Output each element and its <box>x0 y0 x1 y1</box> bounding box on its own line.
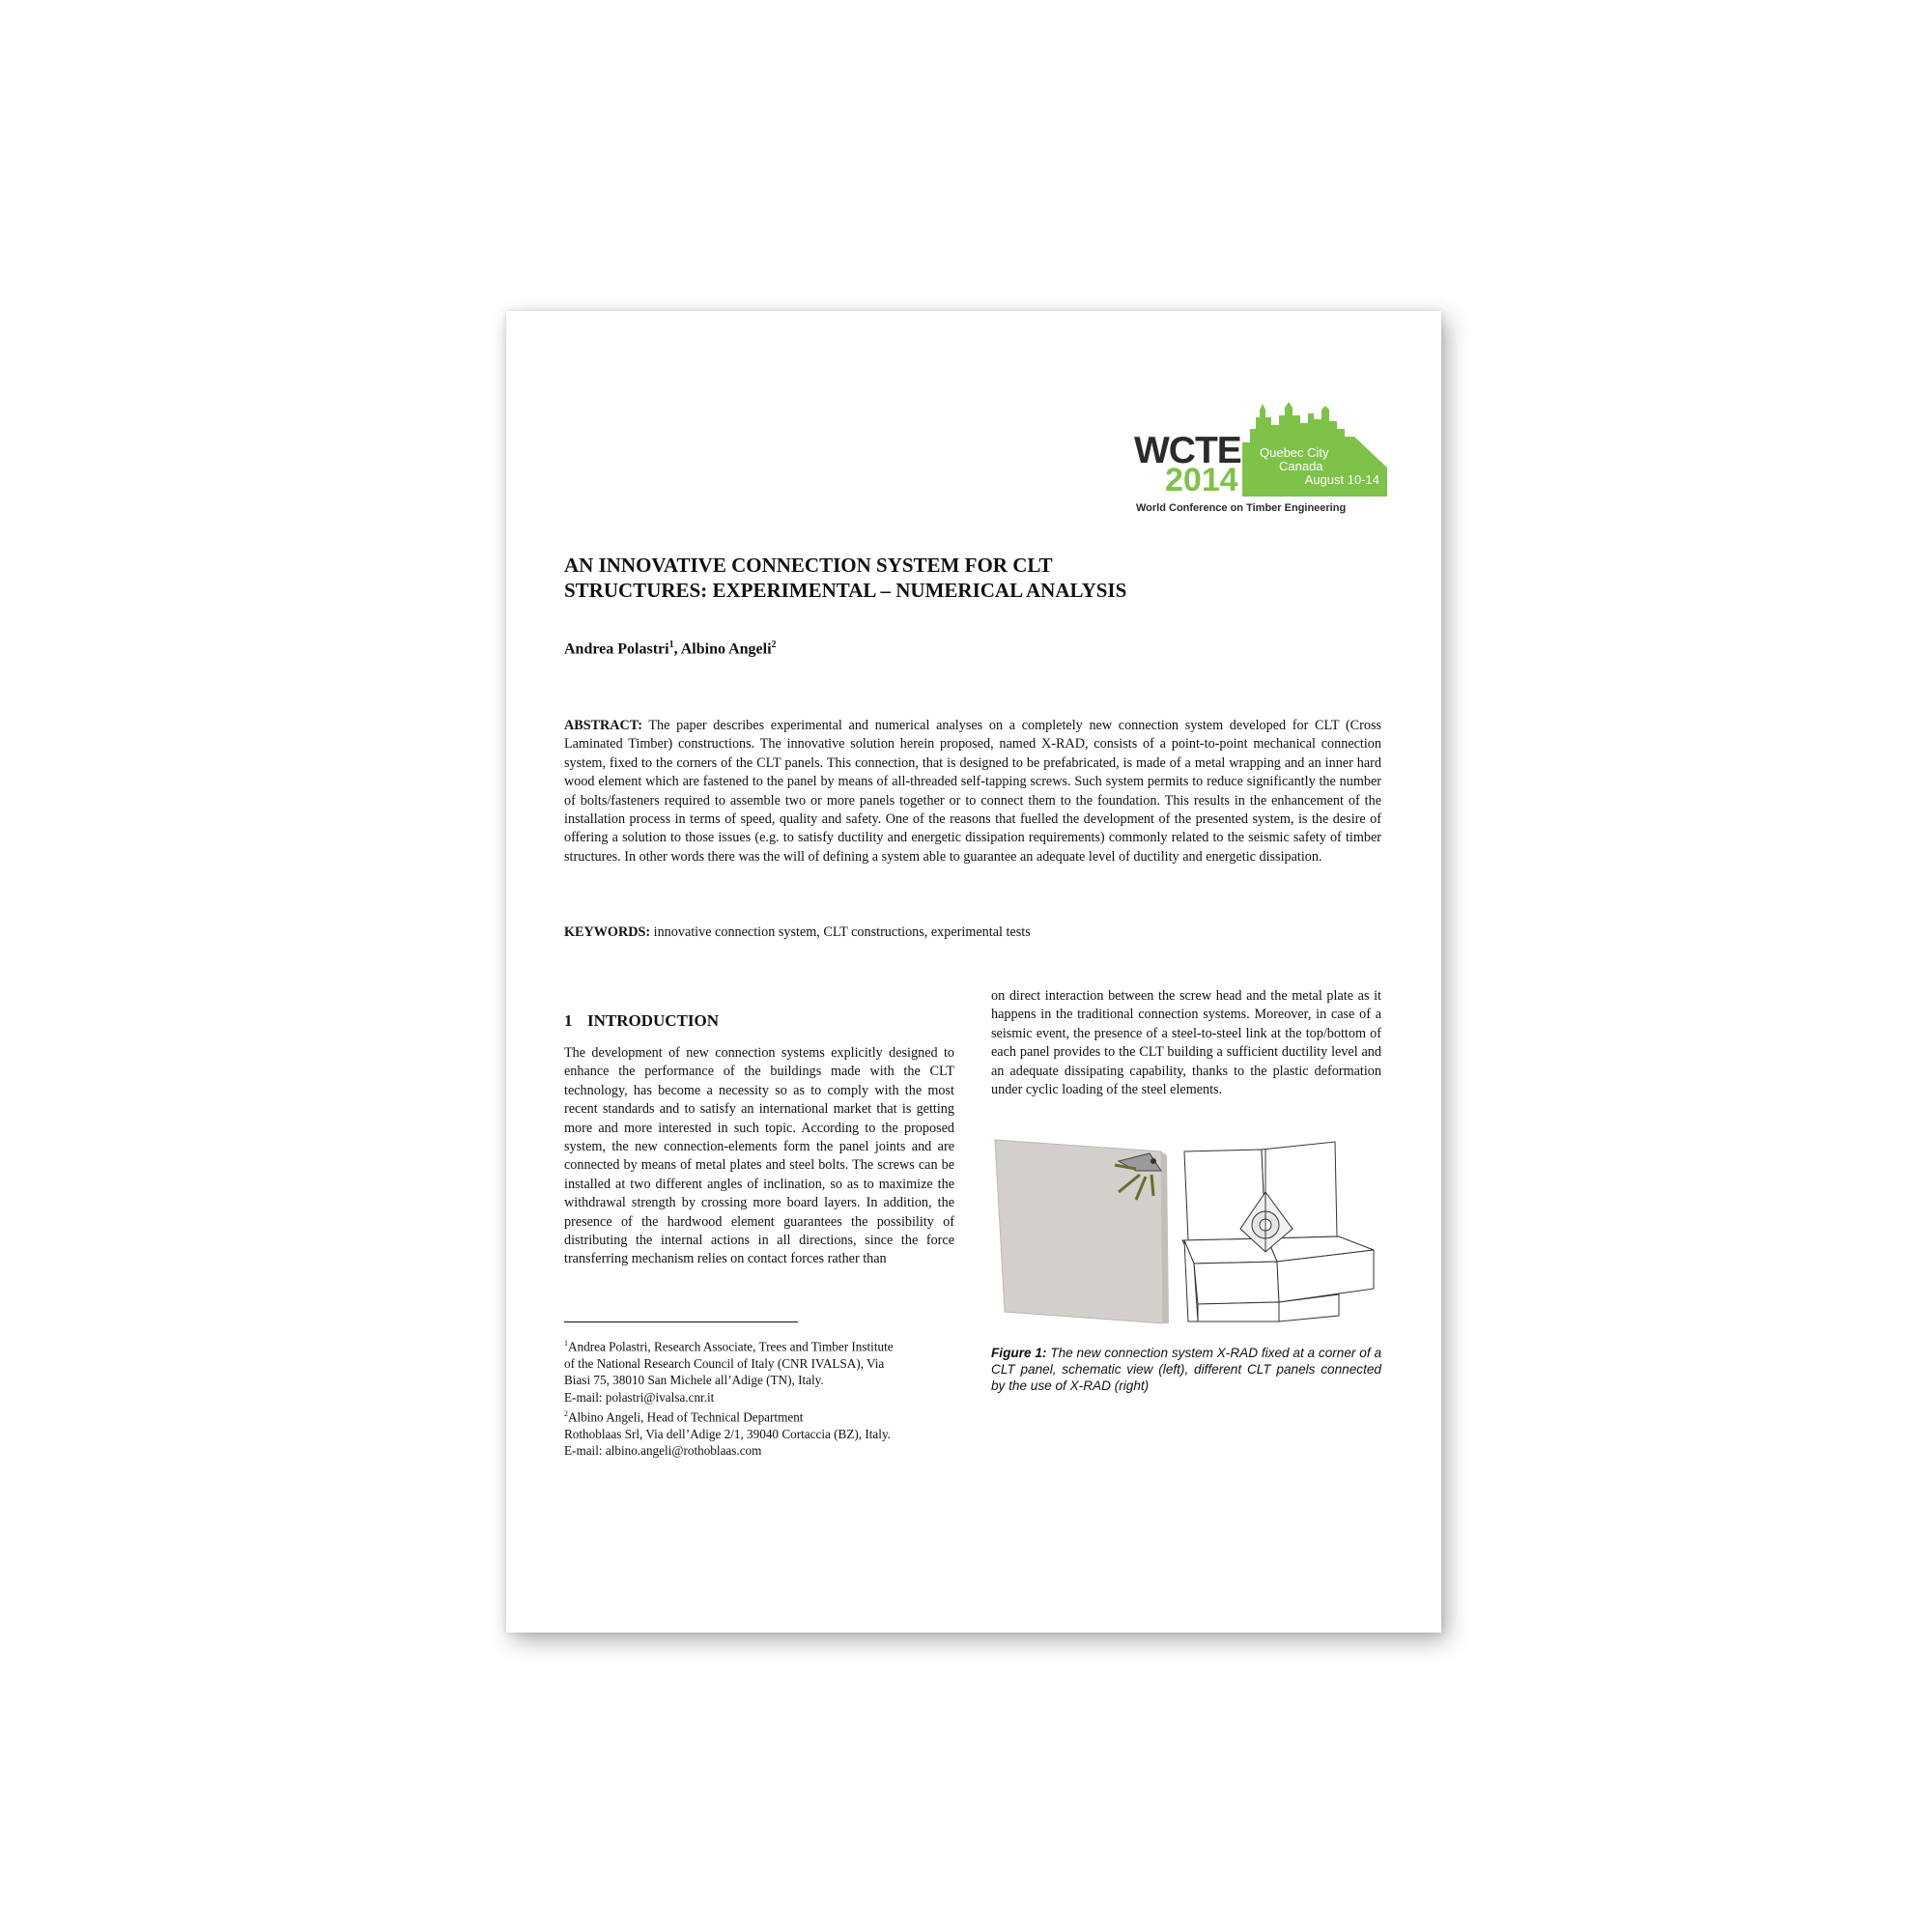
footnote-1-line: Biasi 75, 38010 San Michele all’Adige (TN), Italy. <box>564 1373 824 1388</box>
abstract-label: ABSTRACT: <box>564 718 642 733</box>
footnote-1 <box>564 1335 954 1406</box>
footnote-2 <box>564 1406 954 1460</box>
footnote-1-line: $^1$Andrea Polastri, Research Associate, Trees and Timber Institute <box>564 1339 894 1354</box>
paper-authors <box>564 639 777 658</box>
logo-year-text: 2014 <box>1165 462 1238 498</box>
footnote-2-line: Rothoblaas Srl, Via dell’Adige 2/1, 39040 Cortaccia (BZ), Italy. <box>564 1426 891 1441</box>
author-2-affiliation-mark: 2 <box>771 639 777 650</box>
author-1: Andrea Polastri <box>564 640 669 658</box>
keywords <box>564 924 1381 941</box>
left-column <box>564 1011 954 1269</box>
logo-location-text <box>1258 446 1383 487</box>
figure-1-caption <box>991 1345 1381 1394</box>
footnote-1-line: E-mail: polastri@ivalsa.cnr.it <box>564 1389 715 1405</box>
paper-title <box>564 553 1298 603</box>
clt-panel-drawing <box>995 1140 1169 1323</box>
section-title: INTRODUCTION <box>587 1011 720 1030</box>
author-separator: , <box>673 640 681 658</box>
footnote-1-line: of the National Research Council of Italy (CNR IVALSA), Via <box>564 1355 885 1371</box>
footnote-2-line: E-mail: albino.angeli@rothoblaas.com <box>564 1443 762 1459</box>
conference-logo <box>1134 400 1387 516</box>
connected-panels-drawing <box>1182 1142 1374 1321</box>
intro-paragraph-right: on direct interaction between the screw head and the metal plate as it happens in the traditional connection systems. Moreover, in case of a seismic event, the presence of a steel-to-steel link at the top/bottom of each panel provides to the CLT building a sufficient ductility level and an adequate dissipating capability, thanks to the plastic deformation under cyclic loading of the steel elements. <box>991 988 1381 1098</box>
right-column <box>991 987 1381 1099</box>
keywords-text: innovative connection system, CLT constructions, experimental tests <box>650 924 1031 940</box>
section-number: 1 <box>564 1011 573 1030</box>
logo-country: Canada <box>1279 459 1323 473</box>
footnote-2-mark: 2 <box>564 1409 568 1419</box>
figure-1-label: Figure 1: <box>991 1346 1047 1360</box>
logo-wcte-text: WCTE <box>1134 430 1241 471</box>
figure-1-caption-text: The new connection system X-RAD fixed at a corner of a CLT panel, schematic view (left), different CLT panels connected by the use of X-RAD (right) <box>991 1346 1381 1393</box>
logo-conference-name: World Conference on Timber Engineering <box>1136 502 1347 514</box>
logo-city: Quebec City <box>1260 445 1329 460</box>
footnotes <box>564 1335 954 1460</box>
paper-title-line-2: STRUCTURES: EXPERIMENTAL – NUMERICAL ANALYSIS <box>564 579 1127 602</box>
paper-title-line-1: AN INNOVATIVE CONNECTION SYSTEM FOR CLT <box>564 554 1053 577</box>
author-1-affiliation-mark: 1 <box>668 639 674 650</box>
footnote-divider <box>564 1321 798 1322</box>
author-2: Albino Angeli <box>680 640 772 658</box>
abstract <box>564 717 1381 867</box>
logo-dates: August 10-14 <box>1304 472 1379 487</box>
intro-paragraph-left: The development of new connection systems explicitly designed to enhance the performance of the buildings made with the CLT technology, has become a necessity so as to comply with the most recent standards and to satisfy an international market that is getting more and more interested in such topic. According to the proposed system, the new connection-elements form the panel joints and are connected by means of metal plates and steel bolts. The screws can be installed at two different angles of inclination, so as to maximize the withdrawal strength by crossing more board layers. In addition, the presence of the hardwood element guarantees the possibility of distributing the internal actions in all directions, since the force transferring mechanism relies on contact forces rather than <box>564 1045 954 1267</box>
footnote-2-line: $^2$Albino Angeli, Head of Technical Department <box>564 1409 804 1425</box>
footnote-1-mark: 1 <box>564 1339 568 1348</box>
figure-1-illustration <box>991 1132 1381 1325</box>
paper-page <box>506 311 1441 1633</box>
keywords-label: KEYWORDS: <box>564 924 651 940</box>
section-heading <box>564 1011 954 1031</box>
abstract-text: The paper describes experimental and numerical analyses on a completely new connection system developed for CLT (Cross Laminated Timber) constructions. The innovative solution herein proposed, named X-RAD, consists of a point-to-point mechanical connection system, fixed to the corners of the CLT panels. This connection, that is designed to be prefabricated, is made of a metal wrapping and an inner hard wood element which are fastened to the panel by means of all-threaded self-tapping screws. Such system permits to reduce significantly the number of bolts/fasteners required to assemble two or more panels together or to connect them to the foundation. This results in the enhancement of the installation process in terms of speed, quality and safety. One of the reasons that fuelled the development of the presented system, is the desire of offering a solution to those issues (e.g. to satisfy ductility and energetic dissipation requirements) commonly related to the seismic safety of timber structures. In other words there was the will of defining a system able to guarantee an adequate level of ductility and energetic dissipation. <box>564 718 1381 865</box>
